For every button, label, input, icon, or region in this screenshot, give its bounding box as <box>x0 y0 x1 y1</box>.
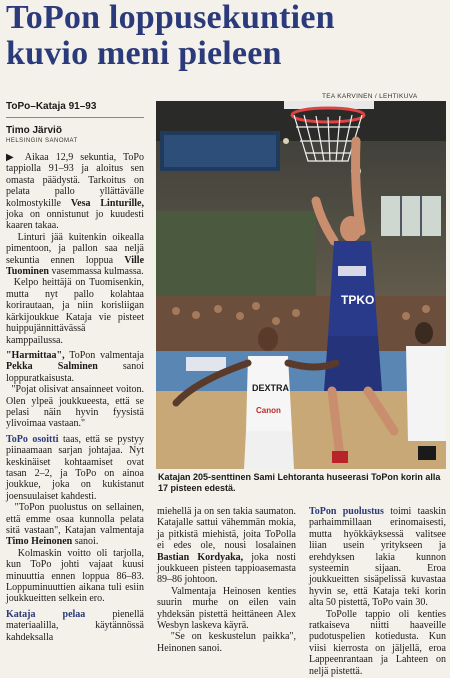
result-subhead: ToPo–Kataja 91–93 <box>6 101 97 112</box>
paragraph: miehellä ja on sen takia saumaton. Katajalle sattui vähemmän mokia, ja pitkistä miehistä, joita ToPolla ei edes ole, nousi losalainen Bastian Kordyaka, joka nosti joukkueen pisteen tappioasemasta 89–86 johtoon. <box>157 506 296 586</box>
publication-name: HELSINGIN SANOMAT <box>6 138 78 144</box>
paragraph: Kolmaskin voitto oli tarjolla, kun ToPo johti vajaat kuusi minuuttia ennen loppua 86–83. Loppuminuuttien aikana tuli esiin joukkueitten selkein ero. <box>6 547 144 605</box>
article-column-1 <box>6 152 144 643</box>
paragraph: Linturi jää kuitenkin oikealla pimentoon, ja pallon saa neljä sekuntia ennen loppua Ville Tuominen vasemmassa kulmassa. <box>6 231 145 278</box>
svg-text:Canon: Canon <box>256 406 281 415</box>
paragraph: "ToPon puolustus on sellainen, että emme osaa kunnolla pelata sitä vastaan", Katajan valmentaja Timo Heinonen sanoi. <box>6 502 144 548</box>
paragraph: Kelpo heittäjä on Tuomisenkin, mutta nyt pallo kolahtaa korirautaan, ja niin korisliigan kärkijoukkue Kataja vie pisteet huippujännittävässä kamppailussa. <box>6 277 145 346</box>
paragraph: Kataja pelaa pienellä materiaalilla, käytännössä kahdeksalla <box>6 608 144 643</box>
paragraph: Valmentaja Heinosen kenties suurin murhe on eilen vain yhdeksän pistettä heittäneen Alex Wesbyn laskeva käyrä. <box>157 585 297 632</box>
divider <box>6 117 144 118</box>
svg-text:TPKO: TPKO <box>341 293 375 307</box>
paragraph: ToPon puolustus toimi taaskin parhaimmillaan erinomaisesti, mutta hyökkäyksessä valitsee liian usein yritykseen ja erehdyksen lakia kunnon systeemin sijaan. Eroa joukkueitten sisäpelissä kuvastaa hyvin se, että Kataja teki korin alta 50 pistettä, ToPo vain 30. <box>309 506 446 609</box>
paragraph: ToPo osoitti taas, että se pystyy piinaamaan sarjan johtajaa. Nyt keskinäiset kohtaamiset ovat tasan 2–2, ja ToPo on ainoa joukkue, joka on kukistanut joensuulaiset kahdesti. <box>6 433 145 502</box>
article-column-3 <box>309 506 446 677</box>
paragraph: "Pojat olisivat ansainneet voiton. Olen ylpeä joukkueesta, että se pelasi näin hyvin fyysistä ylivoimaa vastaan." <box>6 384 145 430</box>
paragraph: ▶ Aikaa 12,9 sekuntia, ToPo tappiolla 91–93 ja aloitus sen omasta päädystä. Tarkoitus on pelata pallo yllättävälle kolmostykille Vesa Linturille, joka on onnistunut jo kuudesti kaaren takaa. <box>6 152 144 232</box>
paragraph: "Se on keskustelun paikka", Heinonen sanoi. <box>157 631 296 654</box>
photo-credit: TEA KARVINEN / LEHTIKUVA <box>322 93 418 100</box>
article-column-2 <box>157 506 296 654</box>
paragraph: "Harmittaa", ToPon valmentaja Pekka Salminen sanoi loppuratkaisusta. <box>6 349 144 384</box>
photo-caption: Katajan 205-senttinen Sami Lehtoranta huseerasi ToPon korin alla 17 pisteen edestä. <box>158 472 441 493</box>
author-name: Timo Järviö <box>6 125 62 136</box>
paragraph: ToPolle tappio oli kenties ratkaiseva niitti haaveille pudotuspelien kotiedusta. Kun viisi kierrosta on jäljellä, eroa Lappeenrantaan ja Lahteen on neljä pistettä. <box>309 608 447 677</box>
basketball-photo <box>156 101 446 469</box>
svg-text:DEXTRA: DEXTRA <box>252 383 290 393</box>
photo-illustration <box>156 101 446 469</box>
headline-line-2: kuvio meni pieleen <box>6 35 282 72</box>
headline-line-1: ToPon loppusekuntien <box>6 0 335 36</box>
headline <box>6 0 446 72</box>
